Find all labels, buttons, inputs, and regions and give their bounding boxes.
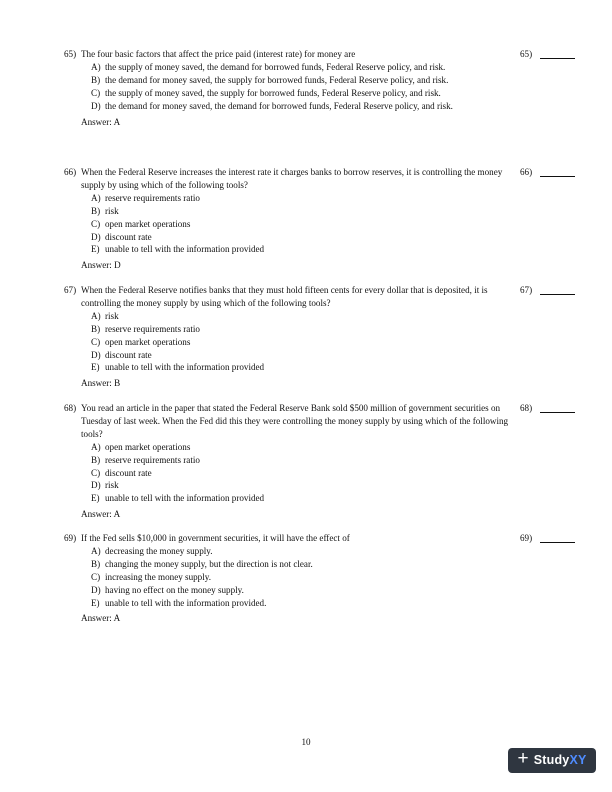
option-letter: E) [91,597,100,608]
studyxy-logo[interactable] [508,748,596,773]
option-letter: B) [91,558,101,569]
margin-number: 66) [520,167,533,177]
option-letter: E) [91,493,100,504]
question-text: When the Federal Reserve increases the interest rate it charges banks to borrow reserves, it is controlling the money supply by using which of the following tools? [81,167,503,190]
option-c [91,218,514,231]
question-69 [64,532,514,625]
option-text: discount rate [105,467,152,478]
option-b [91,205,514,218]
option-text: increasing the money supply. [105,571,211,582]
margin-number: 69) [520,533,533,543]
option-letter: C) [91,336,101,347]
margin-answer-blank-68 [520,402,580,416]
option-list [91,192,514,257]
option-text: decreasing the money supply. [105,545,213,556]
margin-answer-blank-67 [520,284,580,298]
option-e [91,243,514,256]
margin-number: 65) [520,49,533,59]
option-text: unable to tell with the information provided [105,362,265,373]
question-stem [64,284,514,310]
option-d [91,100,514,113]
option-text: the demand for money saved, the demand for borrowed funds, Federal Reserve policy, and risk. [105,100,453,111]
question-66 [64,166,514,272]
option-letter: A) [91,545,101,556]
option-letter: A) [91,192,101,203]
question-text: If the Fed sells $10,000 in government securities, it will have the effect of [81,533,350,543]
option-letter: D) [91,349,101,360]
option-letter: A) [91,310,101,321]
logo-text-main: Study [533,753,570,768]
answer-line: Answer: A [81,613,121,624]
option-letter: D) [91,584,101,595]
option-d [91,584,514,597]
option-text: reserve requirements ratio [105,323,200,334]
margin-number: 68) [520,403,533,413]
page-number: 10 [301,737,311,747]
answer-line: Answer: A [81,509,121,520]
answer-line: Answer: B [81,378,121,389]
question-number: 68) [64,403,77,413]
option-letter: C) [91,218,101,229]
option-letter: C) [91,467,101,478]
answer-blank-line [540,58,575,59]
option-letter: B) [91,205,101,216]
option-text: discount rate [105,231,152,242]
question-number: 67) [64,285,77,295]
option-e [91,492,514,505]
option-letter: A) [91,61,101,72]
question-text: The four basic factors that affect the price paid (interest rate) for money are [81,49,356,59]
question-65 [64,48,514,128]
option-b [91,74,514,87]
question-stem [64,166,514,192]
option-text: changing the money supply, but the direction is not clear. [105,558,313,569]
option-d [91,479,514,492]
answer-blank-line [540,542,575,543]
question-67 [64,284,514,390]
option-d [91,349,514,362]
option-text: unable to tell with the information provided [105,244,265,255]
question-stem [64,402,514,441]
question-text: When the Federal Reserve notifies banks that they must hold fifteen cents for every dollar that is deposited, it is controlling the money supply by using which of the following tools? [81,285,488,308]
option-letter: C) [91,87,101,98]
option-letter: B) [91,323,101,334]
option-text: open market operations [105,441,191,452]
option-b [91,454,514,467]
question-68 [64,402,514,521]
option-letter: D) [91,480,101,491]
question-number: 66) [64,167,77,177]
option-e [91,361,514,374]
option-c [91,467,514,480]
margin-answer-blank-66 [520,166,580,180]
plus-icon: + [517,748,529,770]
option-text: unable to tell with the information provided [105,493,265,504]
answer-line: Answer: A [81,116,121,127]
option-text: open market operations [105,218,191,229]
option-a [91,310,514,323]
option-text: the supply of money saved, the demand for borrowed funds, Federal Reserve policy, and risk. [105,61,446,72]
option-letter: C) [91,571,101,582]
option-c [91,571,514,584]
question-stem [64,532,514,545]
option-text: risk [105,480,119,491]
margin-number: 67) [520,285,533,295]
answer-blank-line [540,294,575,295]
answer-blank-line [540,176,575,177]
question-number: 69) [64,533,77,543]
option-letter: B) [91,454,101,465]
option-c [91,87,514,100]
option-text: risk [105,205,119,216]
question-text: You read an article in the paper that stated the Federal Reserve Bank sold $500 million of government securities on Tuesday of last week. When the Fed did this they were controlling the money supply by using which of the following tools? [81,403,509,439]
option-e [91,597,514,610]
option-text: reserve requirements ratio [105,192,200,203]
option-b [91,558,514,571]
option-a [91,545,514,558]
margin-answer-blank-69 [520,532,580,546]
option-text: reserve requirements ratio [105,454,200,465]
option-text: having no effect on the money supply. [105,584,244,595]
option-letter: A) [91,441,101,452]
margin-answer-blank-65 [520,48,580,62]
option-text: the supply of money saved, the supply for borrowed funds, Federal Reserve policy, and risk. [105,87,441,98]
option-c [91,336,514,349]
option-letter: D) [91,231,101,242]
option-letter: B) [91,74,101,85]
answer-line: Answer: D [81,260,121,271]
option-text: unable to tell with the information provided. [105,597,267,608]
option-list [91,310,514,375]
option-list [91,441,514,506]
option-a [91,441,514,454]
option-list [91,61,514,113]
option-a [91,61,514,74]
option-text: discount rate [105,349,152,360]
answer-blank-line [540,412,575,413]
option-list [91,545,514,610]
option-letter: D) [91,100,101,111]
question-stem [64,48,514,61]
option-text: risk [105,310,119,321]
logo-text-accent: XY [569,753,587,768]
question-number: 65) [64,49,77,59]
option-text: the demand for money saved, the supply for borrowed funds, Federal Reserve policy, and risk. [105,74,449,85]
option-letter: E) [91,362,100,373]
option-a [91,192,514,205]
option-b [91,323,514,336]
option-letter: E) [91,244,100,255]
option-text: open market operations [105,336,191,347]
option-d [91,231,514,244]
